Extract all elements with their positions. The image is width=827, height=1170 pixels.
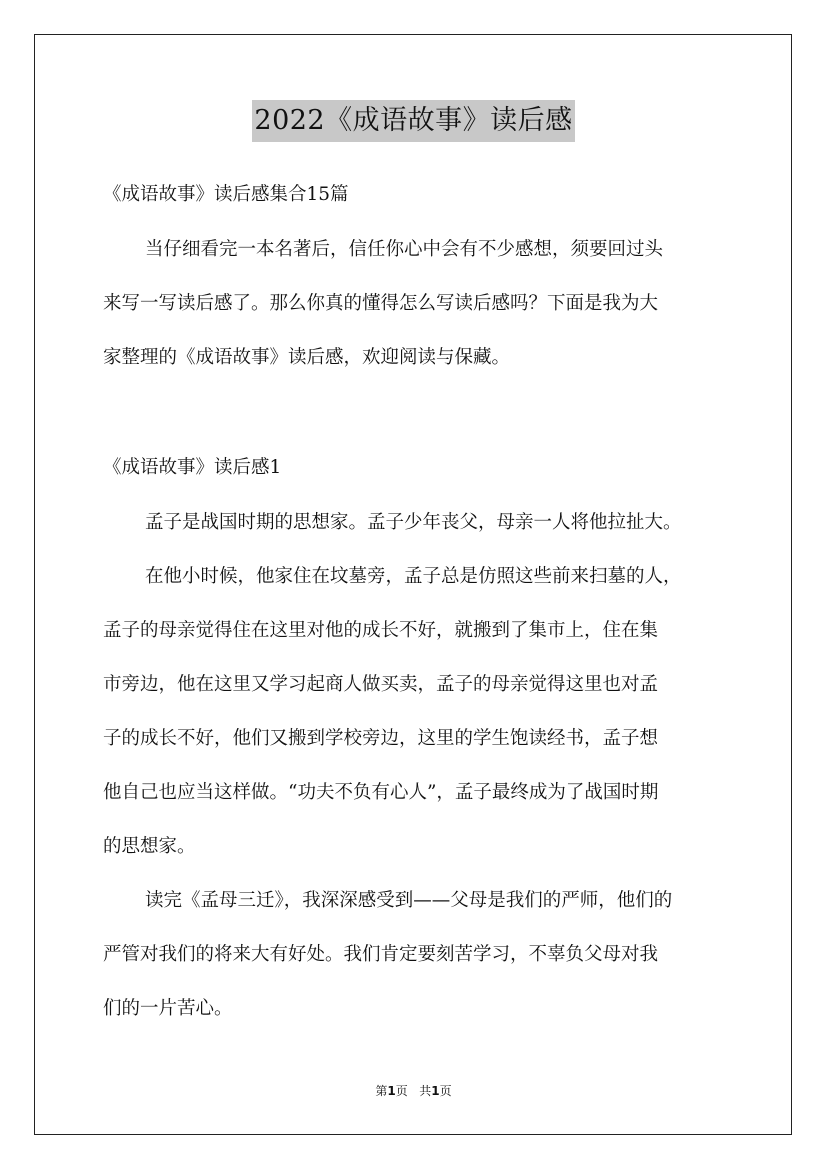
page-prefix: 第 — [375, 1084, 388, 1098]
paragraph-line: 市旁边，他在这里又学习起商人做买卖，孟子的母亲觉得这里也对孟 — [103, 674, 659, 695]
total-suffix: 页 — [439, 1084, 452, 1098]
document-title: 2022《成语故事》读后感 — [252, 100, 574, 142]
paragraph-line: 们的一片苦心。 — [103, 998, 233, 1019]
paragraph-line: 读完《孟母三迁》，我深深感受到——父母是我们的严师，他们的 — [145, 890, 673, 911]
section-heading: 《成语故事》读后感1 — [103, 457, 282, 478]
intro-line: 来写一写读后感了。那么你真的懂得怎么写读后感吗？下面是我为大 — [103, 293, 659, 314]
paragraph-line: 子的成长不好，他们又搬到学校旁边，这里的学生饱读经书，孟子想 — [103, 728, 659, 749]
intro-line: 家整理的《成语故事》读后感，欢迎阅读与保藏。 — [103, 347, 511, 368]
paragraph-line: 在他小时候，他家住在坟墓旁，孟子总是仿照这些前来扫墓的人， — [145, 566, 682, 587]
title-block — [0, 100, 827, 142]
page-footer — [0, 1082, 827, 1099]
paragraph-line: 的思想家。 — [103, 836, 196, 857]
paragraph-line: 孟子的母亲觉得住在这里对他的成长不好，就搬到了集市上，住在集 — [103, 620, 659, 641]
paragraph-line: 他自己也应当这样做。“功夫不负有心人”，孟子最终成为了战国时期 — [103, 782, 659, 803]
total-pages: 1 — [431, 1084, 440, 1098]
paragraph-line: 孟子是战国时期的思想家。孟子少年丧父，母亲一人将他拉扯大。 — [145, 512, 682, 533]
subtitle: 《成语故事》读后感集合15篇 — [103, 184, 349, 205]
page-number: 1 — [387, 1084, 396, 1098]
intro-line: 当仔细看完一本名著后，信任你心中会有不少感想，须要回过头 — [145, 239, 664, 260]
page-suffix: 页 — [395, 1084, 408, 1098]
paragraph-line: 严管对我们的将来大有好处。我们肯定要刻苦学习，不辜负父母对我 — [103, 944, 659, 965]
total-prefix: 共 — [419, 1084, 432, 1098]
